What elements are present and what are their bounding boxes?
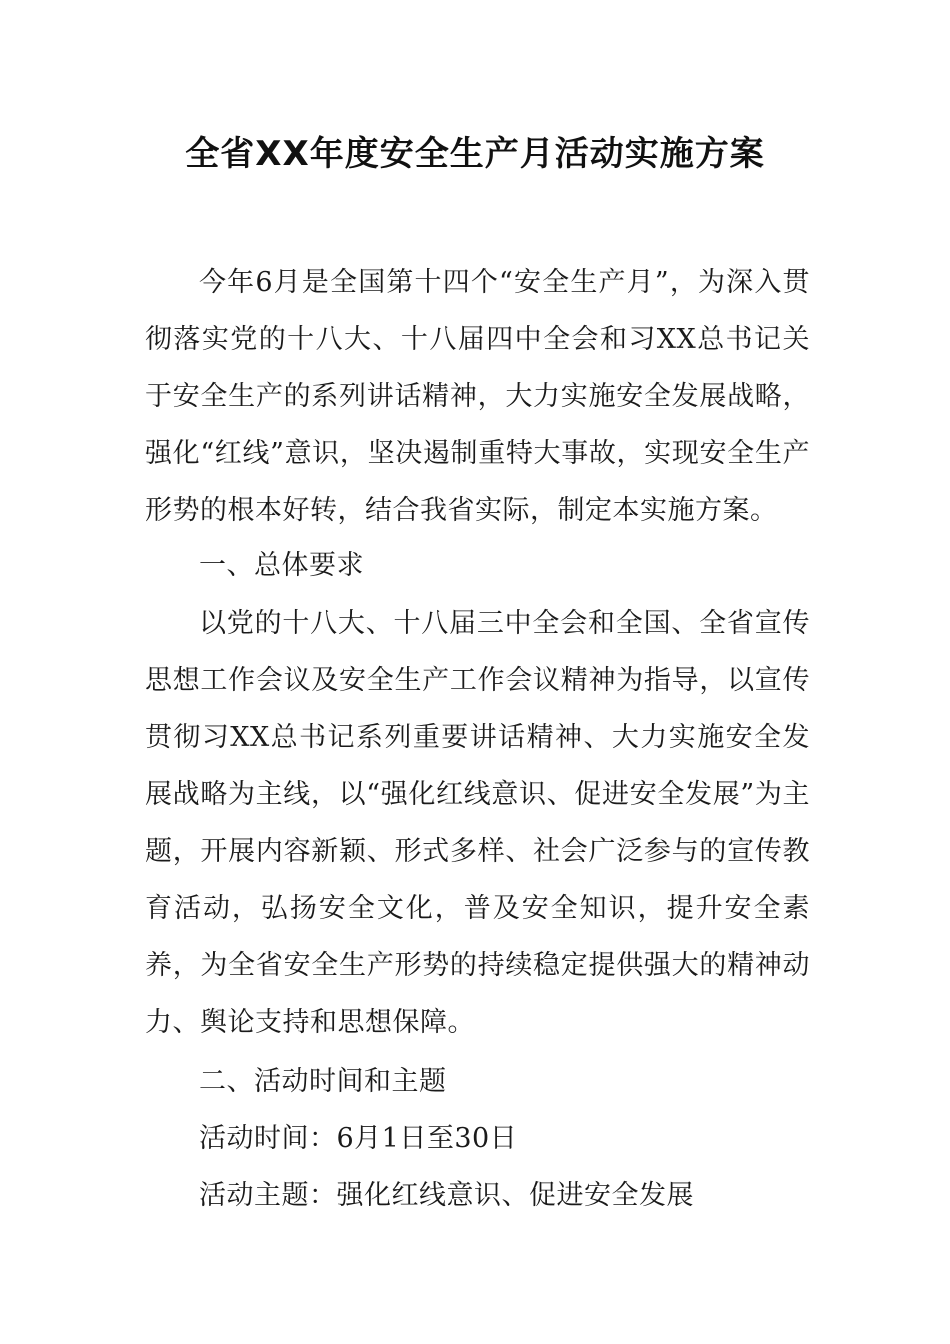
intro-paragraph: 今年6月是全国第十四个“安全生产月”，为深入贯彻落实党的十八大、十八届四中全会和习XX总书记关于安全生产的系列讲话精神，大力实施安全发展战略，强化“红线”意识，坚决遏制重特大事故，实现安全生产形势的根本好转，结合我省实际，制定本实施方案。 xyxy=(145,267,810,526)
section-1-paragraph: 以党的十八大、十八届三中全会和全国、全省宣传思想工作会议及安全生产工作会议精神为指导，以宣传贯彻习XX总书记系列重要讲话精神、大力实施安全发展战略为主线，以“强化红线意识、促进安全发展”为主题，开展内容新颖、形式多样、社会广泛参与的宣传教育活动，弘扬安全文化，普及安全知识，提升安全素养，为全省安全生产形势的持续稳定提供强大的精神动力、舆论支持和思想保障。 xyxy=(145,608,810,1038)
activity-theme-line: 活动主题：强化红线意识、促进安全发展 xyxy=(199,1180,694,1211)
section-2-heading: 二、活动时间和主题 xyxy=(199,1066,447,1097)
activity-time-line: 活动时间：6月1日至30日 xyxy=(199,1123,518,1154)
document-title: 全省XX年度安全生产月活动实施方案 xyxy=(185,134,765,174)
section-1-heading: 一、总体要求 xyxy=(199,550,364,581)
